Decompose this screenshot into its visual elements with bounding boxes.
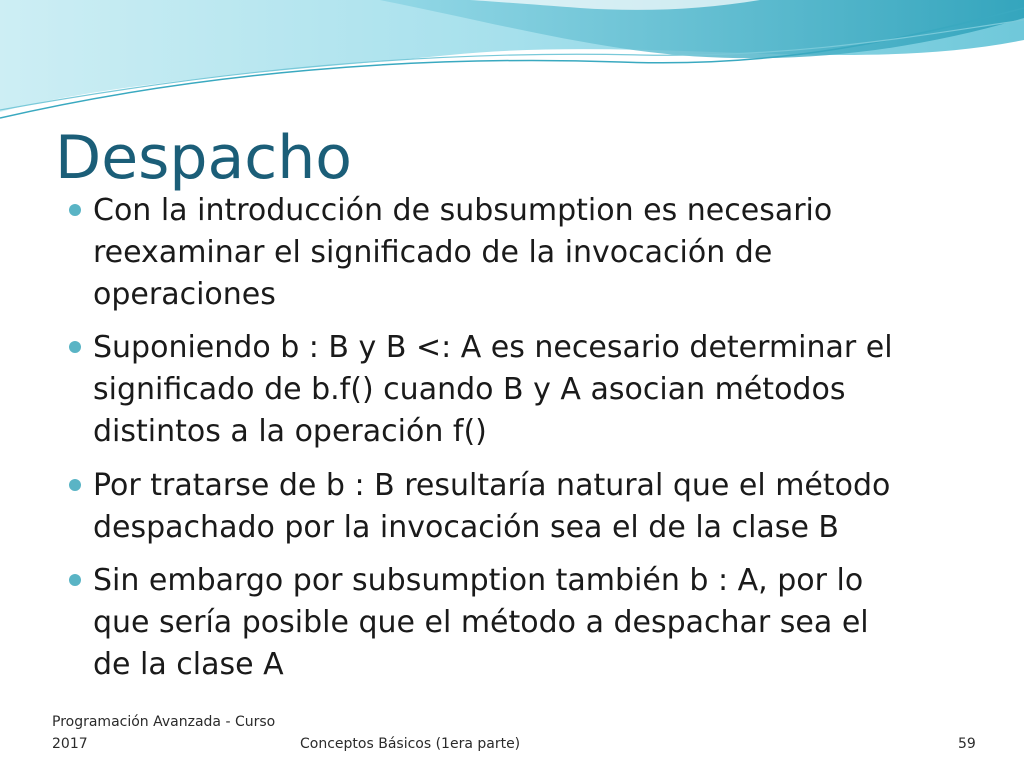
bullet-line: Con la introducción de subsumption es necesario [93, 193, 833, 228]
bullet-line: Sin embargo por subsumption también b : A, por lo [93, 563, 864, 598]
bullet-item [70, 190, 832, 316]
bullet-line: de la clase A [93, 647, 284, 682]
bullet-line: distintos a la operación f() [93, 414, 487, 449]
bullet-line: Suponiendo b : B y B <: A es necesario determinar el [93, 330, 893, 365]
bullet-dot-icon [69, 204, 81, 216]
bullet-dot-icon [69, 341, 81, 353]
footer-course: Programación Avanzada - Curso 2017 [52, 714, 276, 752]
bullet-line: Por tratarse de b : B resultaría natural que el método [93, 468, 891, 503]
bullet-line: que sería posible que el método a despachar sea el [93, 605, 869, 640]
bullet-item [70, 465, 890, 549]
bullet-line: significado de b.f() cuando B y A asocian métodos [93, 372, 846, 407]
header-wave-decoration [0, 0, 1024, 130]
bullet-line: despachado por la invocación sea el de la clase B [93, 510, 840, 545]
bullet-dot-icon [69, 479, 81, 491]
bullet-line: reexaminar el significado de la invocación de [93, 235, 773, 270]
bullet-item [70, 327, 893, 453]
bullet-item [70, 560, 869, 686]
bullet-dot-icon [69, 574, 81, 586]
slide-title: Despacho [55, 123, 352, 193]
footer-topic: Conceptos Básicos (1era parte) [300, 736, 521, 752]
footer-page-number: 59 [958, 736, 976, 752]
bullet-line: operaciones [93, 277, 276, 312]
